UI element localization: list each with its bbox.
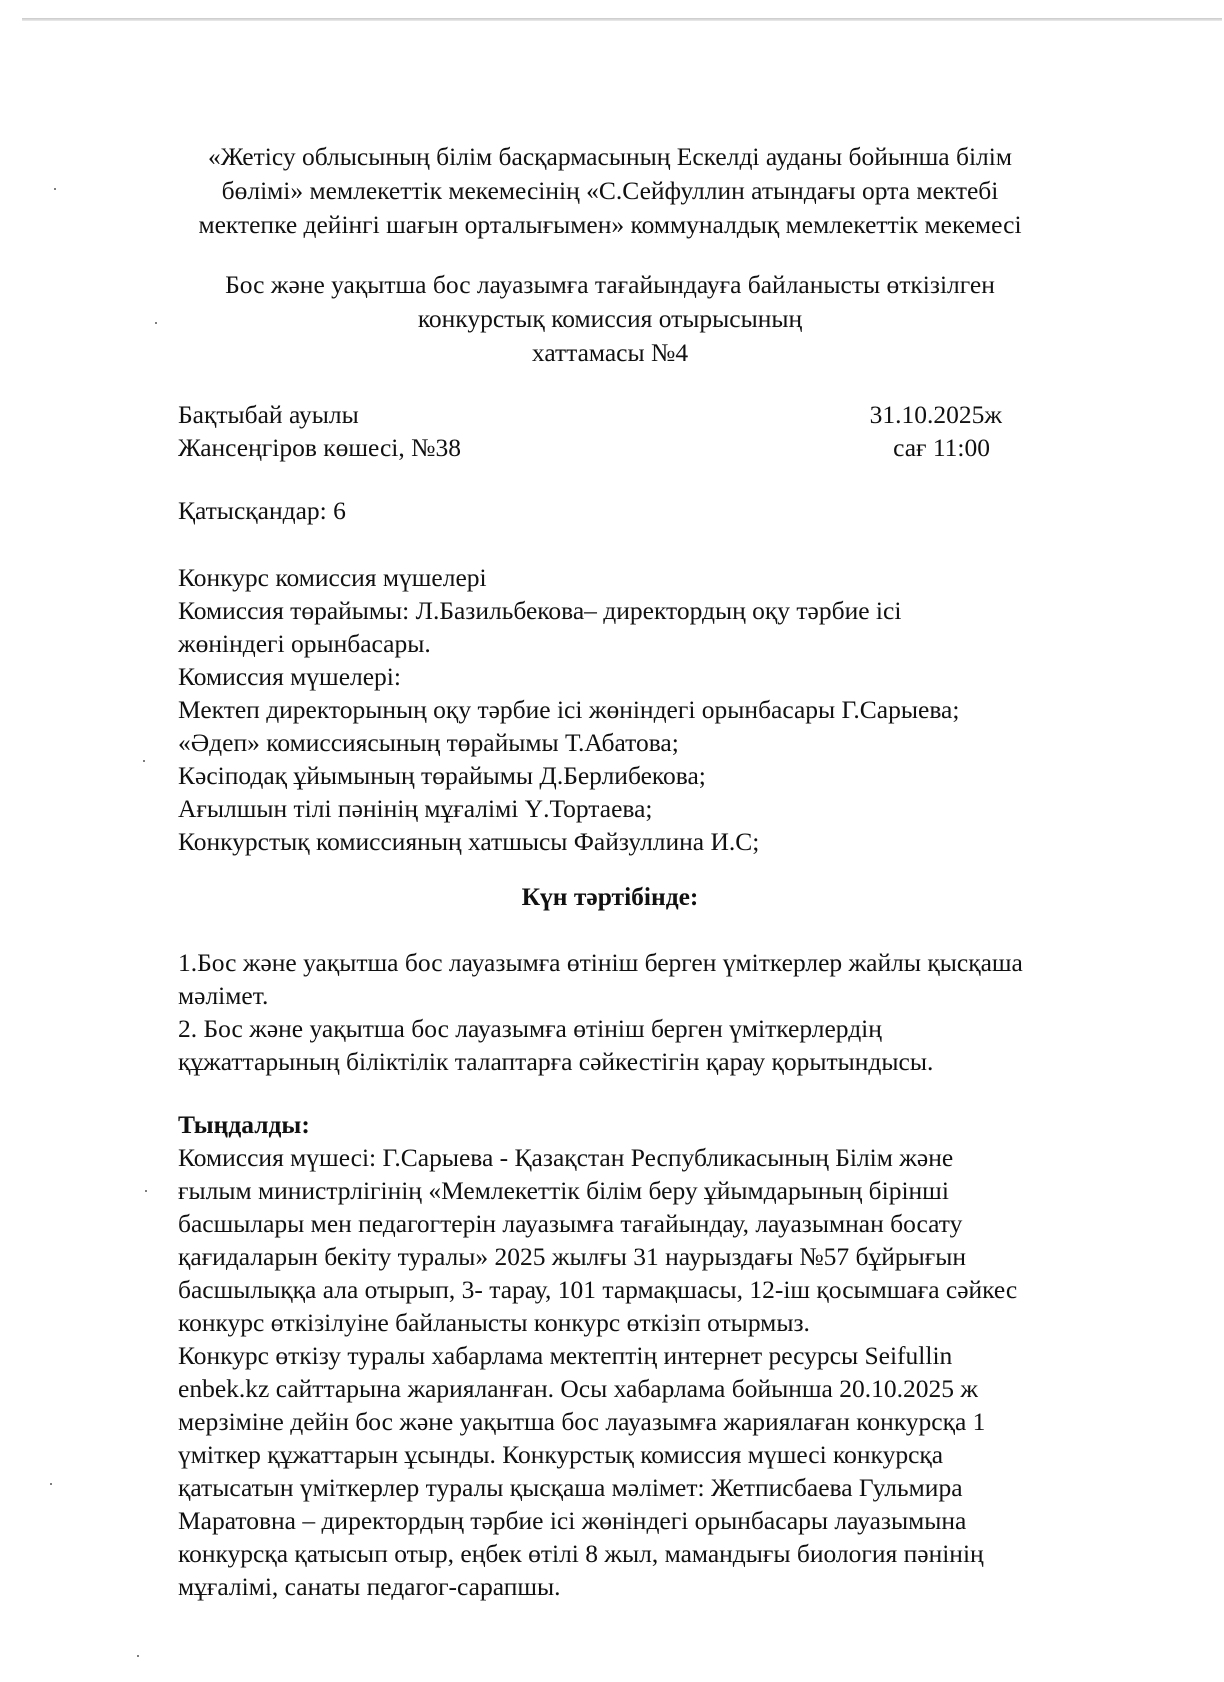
agenda-line: құжаттарының біліктілік талаптарға сәйкестігін қарау қорытындысы. — [178, 1047, 934, 1076]
header-line: «Жетісу облысының білім басқармасының Ескелді ауданы бойынша білім — [208, 142, 1012, 171]
heard-line: басшылыққа ала отырып, 3- тарау, 101 тармақшасы, 12-іш қосымшаға сәйкес — [178, 1275, 1018, 1304]
meeting-date: 31.10.2025ж — [869, 400, 1002, 429]
commission-line: Комиссия төрайымы: Л.Базильбекова– директордың оқу тәрбие ісі — [178, 596, 902, 625]
heard-line: enbek.kz сайттарына жарияланған. Осы хабарлама бойынша 20.10.2025 ж — [178, 1374, 978, 1403]
heard-line: конкурсқа қатысып отыр, еңбек өтілі 8 жыл, мамандығы биология пәнінің — [178, 1539, 984, 1568]
commission-line: Конкурс комиссия мүшелері — [178, 563, 487, 592]
participants-count: Қатысқандар: 6 — [178, 496, 346, 525]
agenda-heading: Күн тәртібінде: — [521, 882, 699, 911]
commission-line: Кәсіподақ ұйымының төрайымы Д.Берлибекова; — [178, 761, 706, 790]
location-street: Жансеңгіров көшесі, №38 — [178, 433, 461, 462]
heard-line: конкурс өткізілуіне байланысты конкурс өткізіп отырмыз. — [178, 1308, 810, 1337]
agenda-items — [178, 946, 1023, 1078]
commission-line: Комиссия мүшелері: — [178, 662, 401, 691]
meeting-location — [178, 398, 461, 464]
agenda-line: 2. Бос және уақытша бос лауазымға өтініш берген үміткерлердің — [178, 1014, 882, 1043]
title-line: конкурстық комиссия отырысының — [417, 304, 803, 333]
scan-speck — [54, 188, 56, 190]
commission-line: «Әдеп» комиссиясының төрайымы Т.Абатова; — [178, 728, 679, 757]
title-line: хаттамасы №4 — [531, 338, 689, 367]
title-line: Бос және уақытша бос лауазымға тағайындауға байланысты өткізілген — [225, 270, 995, 299]
heard-line: Конкурс өткізу туралы хабарлама мектептің интернет ресурсы Seifullin — [178, 1341, 953, 1370]
agenda-line: мәлімет. — [178, 981, 269, 1010]
meeting-time: сағ 11:00 — [893, 433, 990, 462]
agenda-line: 1.Бос және уақытша бос лауазымға өтініш берген үміткерлер жайлы қысқаша — [178, 948, 1023, 977]
header-line: бөлімі» мемлекеттік мекемесінің «С.Сейфуллин атындағы орта мектебі — [221, 176, 999, 205]
heard-line: үміткер құжаттарын ұсынды. Конкурстық комиссия мүшесі конкурсқа — [178, 1440, 944, 1469]
scan-speck — [143, 760, 145, 762]
heard-line: қағидаларын бекіту туралы» 2025 жылғы 31 наурыздағы №57 бұйрығын — [178, 1242, 967, 1271]
meeting-datetime — [870, 398, 1002, 464]
heard-line: мерзіміне дейін бос және уақытша бос лауазымға жариялаған конкурсқа 1 — [178, 1407, 986, 1436]
heard-line: Маратовна – директордың тәрбие ісі жөніндегі орынбасары лауазымына — [178, 1506, 967, 1535]
scan-speck — [50, 1483, 52, 1485]
heard-line: мұғалімі, санаты педагог-сарапшы. — [178, 1572, 561, 1601]
scan-speck — [145, 1190, 147, 1192]
header-line: мектепке дейінгі шағын орталығымен» коммуналдық мемлекеттік мекемесі — [198, 210, 1022, 239]
heard-section — [178, 1108, 1017, 1603]
heard-line: қатысатын үміткерлер туралы қысқаша мәлімет: Жетписбаева Гульмира — [178, 1473, 963, 1502]
organization-header — [150, 140, 1070, 242]
commission-line: Конкурстық комиссияның хатшысы Файзуллина И.С; — [178, 827, 760, 856]
protocol-title — [150, 268, 1070, 370]
heard-line: басшылары мен педагогтерін лауазымға тағайындау, лауазымнан босату — [178, 1209, 963, 1238]
commission-line: Ағылшын тілі пәнінің мұғалімі Ү.Тортаева; — [178, 794, 653, 823]
commission-line: Мектеп директорының оқу тәрбие ісі жөніндегі орынбасары Г.Сарыева; — [178, 695, 960, 724]
location-village: Бақтыбай ауылы — [178, 400, 359, 429]
commission-line: жөніндегі орынбасары. — [178, 629, 431, 658]
heard-line: Комиссия мүшесі: Г.Сарыева - Қазақстан Республикасының Білім және — [178, 1143, 954, 1172]
heard-heading: Тыңдалды: — [178, 1110, 310, 1139]
heard-line: ғылым министрлігінің «Мемлекеттік білім беру ұйымдарының бірінші — [178, 1176, 949, 1205]
scan-speck — [137, 1655, 139, 1657]
commission-members — [178, 561, 959, 858]
scan-edge-line — [22, 18, 1222, 21]
